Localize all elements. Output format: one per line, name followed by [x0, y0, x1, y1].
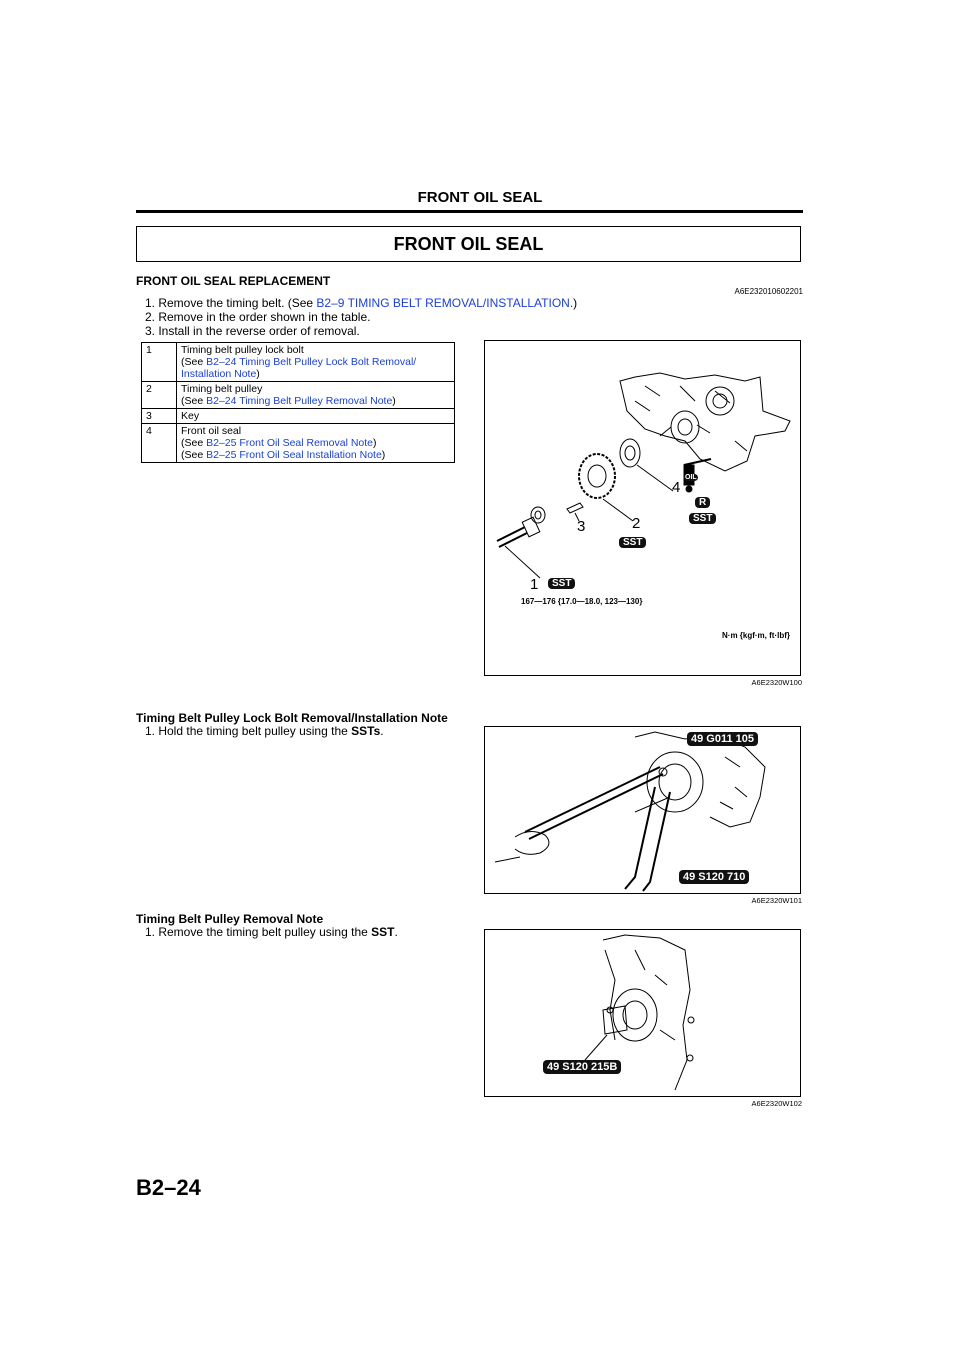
pulley-removal-drawing — [485, 930, 800, 1096]
part-number: 4 — [142, 424, 177, 463]
part-number: 1 — [142, 343, 177, 382]
torque-spec: 167—176 {17.0—18.0, 123—130} — [521, 597, 643, 606]
step-3: 3. Install in the reverse order of removal. — [145, 324, 360, 338]
sst-tag-seal: SST — [689, 513, 716, 524]
figure1-code: A6E2320W100 — [751, 678, 802, 687]
parts-table — [141, 342, 455, 463]
sst-tag-49s120215b: 49 S120 215B — [543, 1060, 621, 1074]
part-ref: (See B2–25 Front Oil Seal Installation Note) — [181, 449, 386, 461]
section-banner: FRONT OIL SEAL — [136, 226, 801, 262]
table-row — [142, 424, 455, 463]
part-cell — [177, 343, 455, 382]
header-rule — [136, 210, 803, 213]
note2-title: Timing Belt Pulley Removal Note — [136, 912, 324, 926]
ref-link[interactable]: B2–24 Timing Belt Pulley Lock Bolt Removal/ Installation Note — [181, 356, 417, 380]
r-tag: R — [695, 497, 710, 508]
table-row — [142, 343, 455, 382]
step-2: 2. Remove in the order shown in the table. — [145, 310, 371, 324]
table-row — [142, 409, 455, 424]
callout-2: 2 — [632, 515, 641, 532]
doc-id: A6E232010602201 — [734, 287, 803, 296]
sst-tag-bolt: SST — [548, 578, 575, 589]
callout-4: 4 — [672, 479, 681, 496]
sst-tag-49g011105: 49 G011 105 — [687, 732, 758, 746]
page-number: B2–24 — [136, 1175, 201, 1200]
page-header-title: FRONT OIL SEAL — [417, 189, 543, 206]
note1-step: 1. Hold the timing belt pulley using the SSTs. — [145, 724, 384, 738]
part-ref: (See B2–25 Front Oil Seal Removal Note) — [181, 437, 377, 449]
callout-1: 1 — [530, 576, 539, 593]
figure3-code: A6E2320W102 — [751, 1099, 802, 1108]
pulley-hold-drawing — [485, 727, 800, 893]
pulley-hold-figure — [484, 726, 801, 894]
callout-3: 3 — [577, 518, 586, 535]
note1-title: Timing Belt Pulley Lock Bolt Removal/Installation Note — [136, 711, 448, 725]
part-name: Timing belt pulley — [181, 383, 263, 395]
exploded-view-figure — [484, 340, 801, 676]
part-cell — [177, 382, 455, 409]
part-name: Key — [181, 410, 200, 422]
oil-label: OIL — [685, 474, 697, 481]
section-title: FRONT OIL SEAL REPLACEMENT — [136, 274, 331, 288]
figure2-code: A6E2320W101 — [751, 896, 802, 905]
part-number: 3 — [142, 409, 177, 424]
part-ref: (See B2–24 Timing Belt Pulley Lock Bolt Removal/ Installation Note) — [181, 356, 417, 380]
step-1: 1. Remove the timing belt. (See B2–9 TIMING BELT REMOVAL/INSTALLATION.) — [145, 296, 578, 310]
part-cell — [177, 409, 455, 424]
ref-link[interactable]: B2–25 Front Oil Seal Removal Note — [206, 437, 374, 449]
timing-belt-link[interactable]: B2–9 TIMING BELT REMOVAL/INSTALLATION. — [316, 296, 574, 310]
pulley-removal-figure — [484, 929, 801, 1097]
table-row — [142, 382, 455, 409]
part-number: 2 — [142, 382, 177, 409]
sst-tag-49s120710: 49 S120 710 — [679, 870, 749, 884]
part-name: Timing belt pulley lock bolt — [181, 344, 304, 356]
exploded-view-drawing — [485, 341, 800, 675]
part-ref: (See B2–24 Timing Belt Pulley Removal Note) — [181, 395, 396, 407]
sst-tag-pulley: SST — [619, 537, 646, 548]
torque-units: N·m {kgf·m, ft·lbf} — [722, 631, 790, 640]
note2-step: 1. Remove the timing belt pulley using the SST. — [145, 925, 398, 939]
ref-link[interactable]: B2–24 Timing Belt Pulley Removal Note — [206, 395, 393, 407]
ref-link[interactable]: B2–25 Front Oil Seal Installation Note — [206, 449, 382, 461]
part-name: Front oil seal — [181, 425, 242, 437]
part-cell — [177, 424, 455, 463]
